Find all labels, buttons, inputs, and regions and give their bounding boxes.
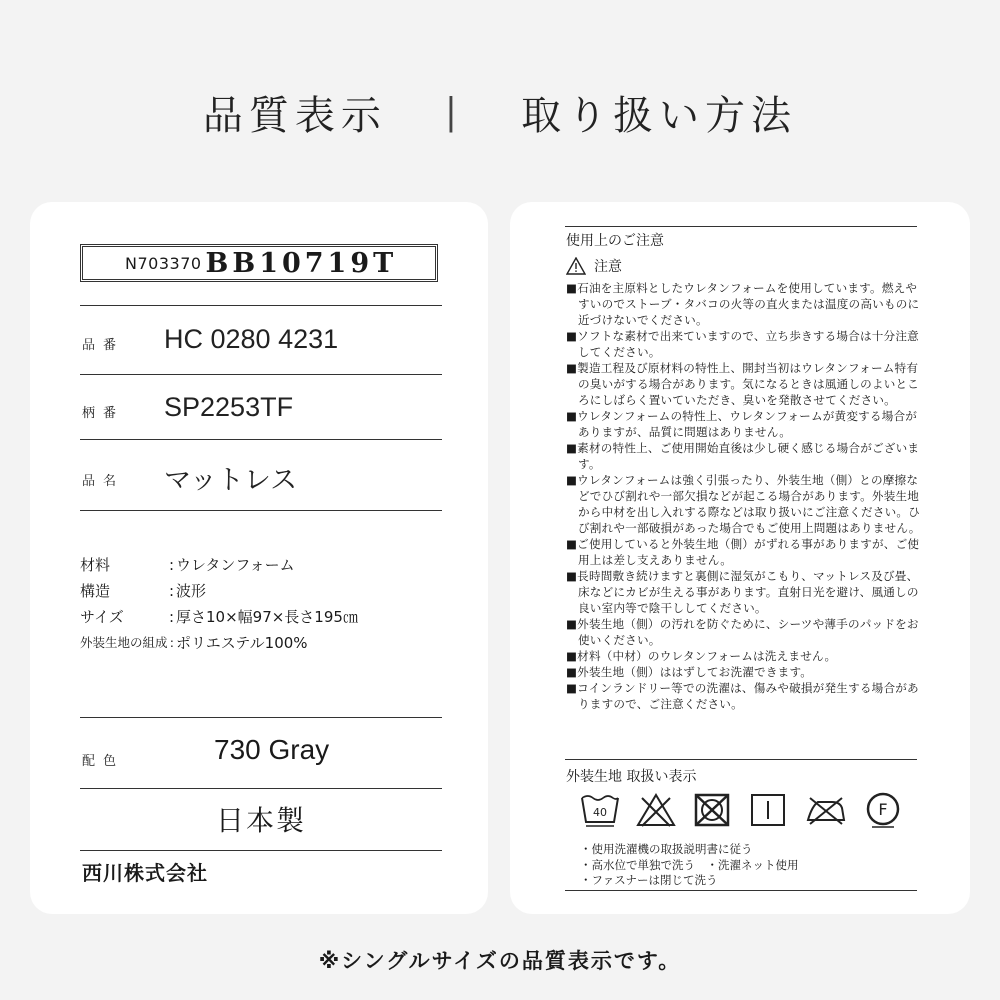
wash-temperature: 40 [593,806,607,819]
note-item: ■素材の特性上、ご使用開始直後は少し硬く感じる場合がございます。 [566,441,920,471]
page-header [0,82,1000,142]
spec-row-material [80,552,358,578]
divider [565,759,917,760]
spec-key: 構造 : [80,582,174,600]
divider [80,374,442,375]
care-note: ・ファスナーは閉じて洗う [580,873,718,887]
maker-name: 西川株式会社 [82,861,208,885]
note-item: ■ウレタンフォームは強く引張ったり、外装生地（側）との摩擦などでひび割れや一部欠損などが起こる場合があります。外装生地から中材を出し入れする際などは取り扱いにご注意ください。ひび割れや一部破損があった場合でもご使用上問題はありません。 [566,473,921,535]
care-symbols [580,792,902,828]
notes-list [566,280,922,712]
quality-label-card [30,202,488,914]
divider [565,890,917,891]
spec-value: ポリエステル100% [176,634,308,652]
notice-title: 使用上のご注意 [566,233,664,249]
divider [80,305,442,306]
pattern-number: SP2253TF [164,392,294,422]
made-in: 日本製 [215,804,306,837]
spec-value: 波形 [176,582,207,600]
divider [80,717,442,718]
product-number: HC 0280 4231 [164,324,339,354]
color-value: 730 Gray [214,734,330,765]
lot-prefix: N703370 [125,253,202,273]
line-dry-icon [748,792,788,828]
care-title: 取り扱い方法 [521,92,798,139]
wash-40-icon [580,792,620,828]
note-item: ■製造工程及び原材料の特性上、開封当初はウレタンフォーム特有の臭いがする場合があります。気になるときは風通しのよいところにしばらく置いていただき、臭いを発散させてください。 [566,361,920,407]
lot-number-box [80,244,438,282]
title-separator: | [444,91,464,133]
divider [80,510,442,511]
caution-label: 注意 [594,259,622,275]
spec-key: サイズ : [80,608,174,626]
note-item: ■材料（中材）のウレタンフォームは洗えません。 [566,649,837,663]
divider [80,439,442,440]
divider [80,850,442,851]
care-label-card [510,202,970,914]
footer-note: ※シングルサイズの品質表示です。 [318,949,682,973]
row-label-product-number: 品番 [82,338,125,353]
quality-title: 品質表示 [202,92,387,139]
note-item: ■ご使用していると外装生地（側）がずれる事がありますが、ご使用上は差し支えありません。 [566,537,920,567]
note-item: ■石油を主原料としたウレタンフォームを使用しています。燃えやすいのでストーブ・タバコの火等の直火または温度の高いものに近づけないでください。 [566,281,920,327]
dry-clean-f-icon [864,792,902,828]
spec-row-size [80,604,358,630]
note-item: ■コインランドリー等での洗濯は、傷みや破損が発生する場合がありますので、ご注意ください。 [566,681,919,711]
spec-value: 厚さ10×幅97×長さ195㎝ [176,608,358,626]
note-item: ■外装生地（側）の汚れを防ぐために、シーツや薄手のパッドをお使いください。 [566,617,919,647]
note-item: ■ウレタンフォームの特性上、ウレタンフォームが黄変する場合がありますが、品質に問題はありません。 [566,409,918,439]
care-note: ・高水位で単独で洗う ・洗濯ネット使用 [580,857,799,872]
spec-list [80,552,358,656]
care-notes [580,842,799,889]
spec-row-structure [80,578,358,604]
lot-code: BB10719T [205,247,398,279]
dry-clean-letter: F [878,800,888,819]
note-item: ■ソフトな素材で出来ていますので、立ち歩きする場合は十分注意してください。 [566,329,919,359]
product-name: マットレス [164,465,298,495]
divider [80,788,442,789]
no-tumble-dry-icon [692,792,732,828]
divider [565,226,917,227]
color-label: 配色 [82,754,125,769]
spec-value: ウレタンフォーム [176,556,295,574]
spec-key: 材料 : [80,556,174,574]
spec-key: 外装生地の組成 : [80,635,174,650]
care-symbols-title: 外装生地 取扱い表示 [566,769,697,785]
no-iron-icon [804,792,848,828]
spec-row-fabric [80,630,358,656]
note-item: ■外装生地（側）ははずしてお洗濯できます。 [566,665,813,679]
row-label-product-name: 品名 [82,474,125,489]
warning-icon [566,257,586,275]
row-label-pattern-number: 柄番 [82,406,125,421]
caution-heading [566,256,622,276]
note-item: ■長時間敷き続けますと裏側に湿気がこもり、マットレス及び畳、床などにカビが生える事があります。直射日光を避け、風通しの良い室内等で陰干ししてください。 [566,569,919,615]
no-bleach-icon [636,792,676,828]
care-note: ・使用洗濯機の取扱説明書に従う [580,842,753,856]
